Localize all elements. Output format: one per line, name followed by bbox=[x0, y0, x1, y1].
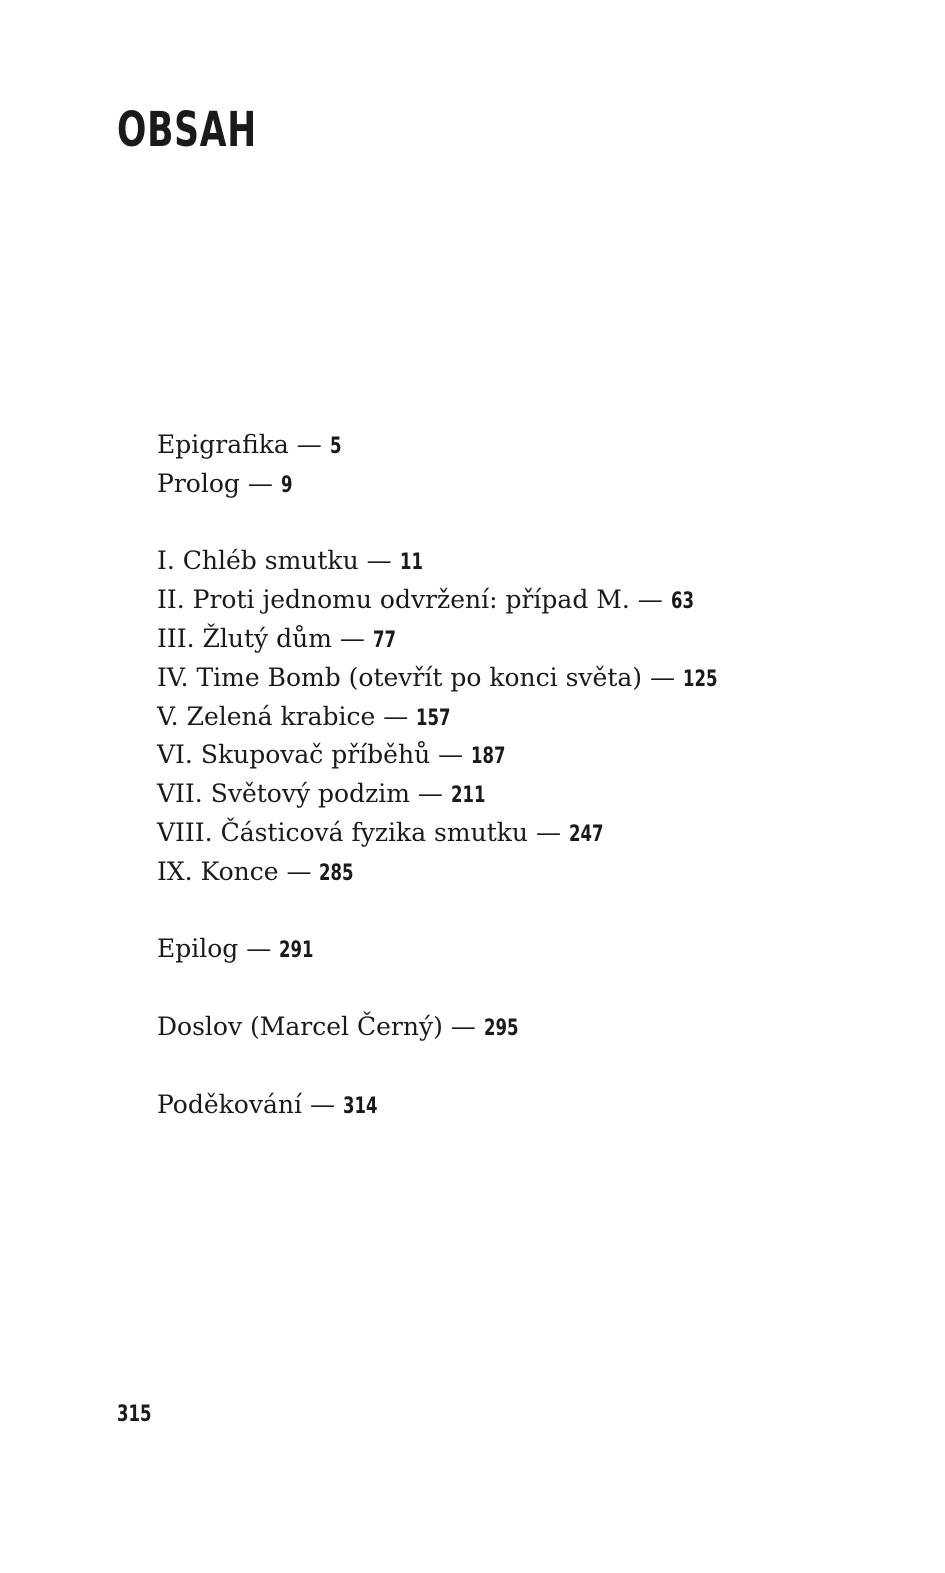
toc-group-epilogue bbox=[157, 930, 729, 969]
toc-page-number: 291 bbox=[279, 938, 314, 964]
toc-group-acknowledgements bbox=[157, 1086, 729, 1125]
toc-group-front-matter bbox=[157, 426, 729, 504]
toc-entry-title: IX. Konce bbox=[157, 856, 279, 886]
toc-page-number: 11 bbox=[399, 550, 423, 576]
toc-separator: — bbox=[383, 701, 409, 731]
page-number: 315 bbox=[117, 1402, 152, 1427]
toc-page-number: 247 bbox=[568, 821, 604, 847]
toc-page-number: 285 bbox=[319, 860, 354, 886]
toc-entry-title: VI. Skupovač příběhů bbox=[157, 740, 431, 770]
page-title: OBSAH bbox=[117, 102, 257, 158]
toc-separator: — bbox=[296, 430, 322, 459]
toc-page-number: 187 bbox=[471, 744, 506, 770]
table-of-contents bbox=[157, 426, 729, 1163]
toc-page-number: 5 bbox=[329, 434, 342, 459]
toc-page-number: 295 bbox=[483, 1015, 519, 1041]
toc-entry bbox=[157, 775, 729, 814]
toc-page-number: 77 bbox=[372, 627, 396, 653]
toc-group-chapters bbox=[157, 542, 729, 891]
toc-entry-title: VIII. Částicová fyzika smutku bbox=[157, 817, 528, 847]
toc-entry-title: Poděkování bbox=[157, 1089, 302, 1119]
toc-entry-title: Epilog bbox=[157, 934, 239, 964]
toc-entry bbox=[157, 814, 729, 853]
toc-entry-title: VII. Světový podzim bbox=[157, 779, 410, 809]
toc-separator: — bbox=[286, 856, 312, 886]
toc-page-number: 125 bbox=[682, 666, 718, 692]
toc-entry bbox=[157, 1086, 729, 1125]
toc-entry bbox=[157, 581, 729, 620]
toc-entry-title: III. Žlutý dům bbox=[157, 623, 332, 653]
toc-entry-title: Doslov (Marcel Černý) bbox=[157, 1011, 443, 1041]
toc-separator: — bbox=[417, 779, 443, 809]
toc-separator: — bbox=[535, 817, 561, 847]
toc-entry bbox=[157, 620, 729, 659]
toc-group-afterword bbox=[157, 1008, 729, 1047]
toc-entry-title: IV. Time Bomb (otevřít po konci světa) bbox=[157, 662, 643, 692]
toc-page-number: 314 bbox=[342, 1093, 378, 1119]
toc-separator: — bbox=[339, 623, 365, 653]
toc-separator: — bbox=[438, 740, 464, 770]
toc-entry-title: I. Chléb smutku bbox=[157, 546, 359, 576]
toc-entry bbox=[157, 542, 729, 581]
toc-entry bbox=[157, 659, 729, 698]
toc-separator: — bbox=[637, 585, 663, 615]
toc-page-number: 9 bbox=[280, 472, 293, 498]
toc-entry-title: V. Zelená krabice bbox=[157, 701, 376, 731]
toc-separator: — bbox=[246, 934, 272, 964]
toc-entry bbox=[157, 426, 729, 465]
toc-entry bbox=[157, 1008, 729, 1047]
toc-separator: — bbox=[309, 1089, 335, 1119]
toc-separator: — bbox=[366, 546, 392, 576]
toc-entry bbox=[157, 736, 729, 775]
toc-entry-title: Epigrafika bbox=[157, 430, 289, 459]
toc-entry bbox=[157, 853, 729, 892]
toc-entry-title: II. Proti jednomu odvržení: případ M. bbox=[157, 585, 630, 615]
toc-separator: — bbox=[650, 662, 676, 692]
toc-entry bbox=[157, 465, 729, 504]
toc-page-number: 157 bbox=[416, 705, 451, 731]
toc-page-number: 63 bbox=[670, 589, 694, 615]
toc-page-number: 211 bbox=[450, 783, 486, 809]
toc-entry bbox=[157, 930, 729, 969]
toc-separator: — bbox=[450, 1011, 476, 1041]
toc-separator: — bbox=[247, 468, 273, 498]
toc-entry bbox=[157, 698, 729, 737]
toc-entry-title: Prolog bbox=[157, 468, 240, 498]
